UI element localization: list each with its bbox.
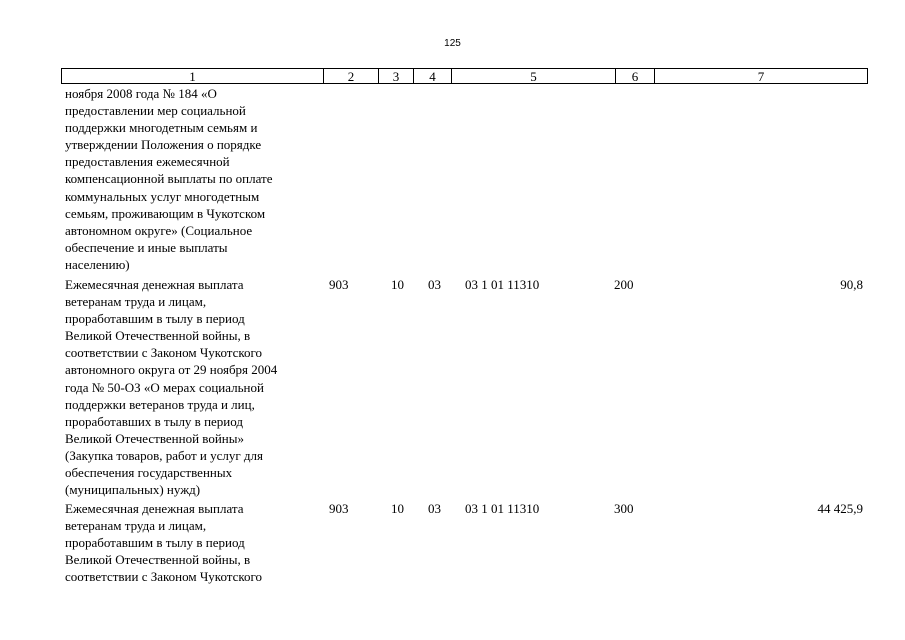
section-code: 10: [391, 277, 404, 292]
amount-value: 44 425,9: [817, 501, 863, 516]
column-header-2: 2: [324, 69, 379, 83]
column-header-7: 7: [757, 69, 765, 84]
column-header-6: 6: [616, 69, 655, 83]
row-description: Ежемесячная денежная выплата ветеранам труда и лицам, проработавшим в тылу в период Великой Отечественной войны, в соответствии с Законом Чукотского: [65, 501, 263, 585]
row-description: ноября 2008 года № 184 «О предоставлении мер социальной поддержки многодетным семьям и утверждении Положения о порядке предоставления ежемесячной компенсационной выплаты по оплате коммунальных услуг многодетным семьям, проживающим в Чукотском автономном округе» (Социальное обеспечение и иные выплаты населению): [65, 86, 273, 272]
row-description: Ежемесячная денежная выплата ветеранам труда и лицам, проработавшим в тылу в период Великой Отечественной войны, в соответствии с Законом Чукотского автономного округа от 29 ноября 2004 года № 50-ОЗ «О мерах социальной поддержки ветеранов труда и лиц, проработавших в тылу в период Великой Отечественной войны» (Закупка товаров, работ и услуг для обеспечения государственных (муниципальных) нужд): [65, 277, 278, 498]
expense-type-code: 200: [614, 277, 634, 292]
subsection-code: 03: [428, 501, 441, 516]
section-code: 10: [391, 501, 404, 516]
column-header-3: 3: [379, 69, 414, 83]
amount-value: 90,8: [840, 277, 863, 292]
target-article-code: 03 1 01 11310: [465, 501, 540, 516]
expense-type-code: 300: [614, 501, 634, 516]
column-header-4: 4: [414, 69, 452, 83]
column-header-5: 5: [452, 69, 616, 83]
column-header-1: 1: [62, 69, 324, 83]
table-header-row: [61, 68, 868, 84]
ministry-code: 903: [329, 501, 349, 516]
target-article-code: 03 1 01 11310: [465, 277, 540, 292]
subsection-code: 03: [428, 277, 441, 292]
ministry-code: 903: [329, 277, 349, 292]
page-number: 125: [444, 38, 461, 49]
